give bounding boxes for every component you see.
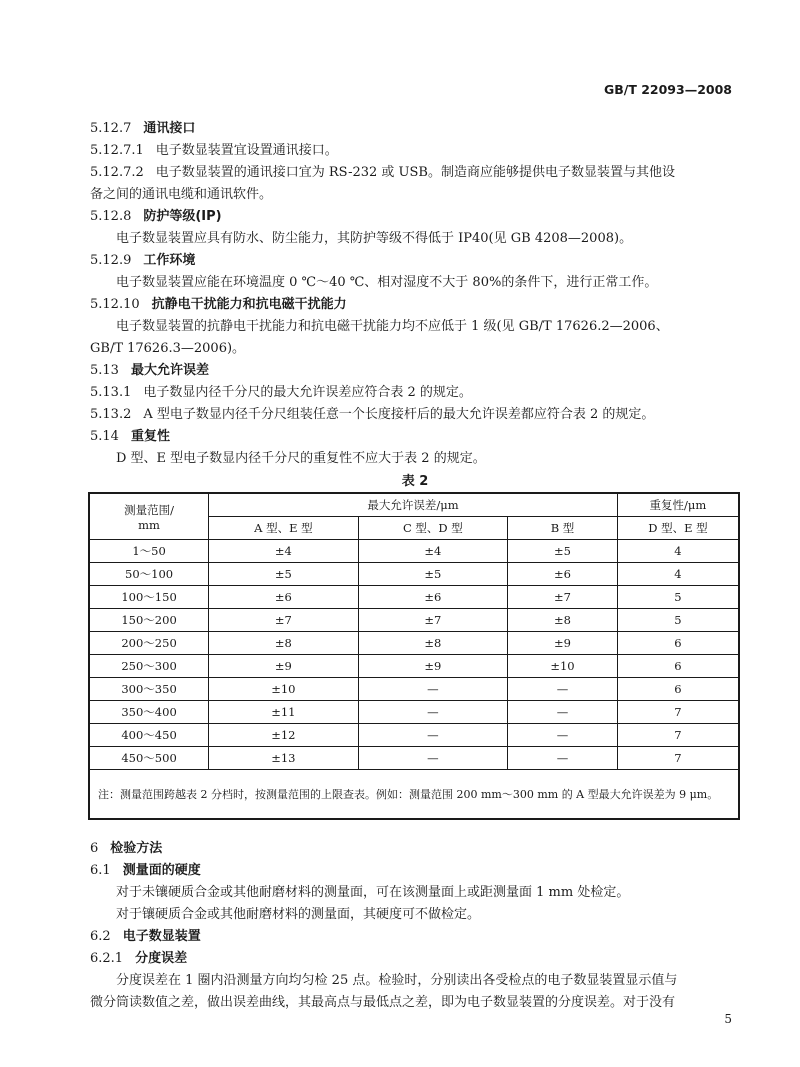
clause-text: 备之间的通讯电缆和通讯软件。 [90, 187, 273, 202]
cell-mpe-ae: ±6 [209, 586, 359, 609]
clause-text: 微分筒读数值之差，做出误差曲线，其最高点与最低点之差，即为电子数显装置的分度误差。对于没有 [90, 995, 676, 1010]
text-line [90, 970, 740, 992]
clause-number: 5.13.1 [90, 385, 132, 400]
clause-text: 电子数显内径千分尺的最大允许误差应符合表 2 的规定。 [143, 385, 472, 400]
text-line [90, 860, 740, 882]
text-line [90, 250, 740, 272]
cell-repeatability: 6 [617, 632, 739, 655]
cell-repeatability: 6 [617, 655, 739, 678]
table-row [89, 609, 739, 632]
cell-repeatability: 6 [617, 678, 739, 701]
clause-number: 5.12.7 [90, 121, 132, 136]
cell-mpe-ae: ±9 [209, 655, 359, 678]
clause-title: 分度误差 [135, 951, 188, 966]
clause-text: 电子数显装置的通讯接口宜为 RS-232 或 USB。制造商应能够提供电子数显装置与其他设 [155, 165, 675, 180]
table-caption: 表 2 [401, 474, 429, 489]
cell-range: 350～400 [89, 701, 209, 724]
standard-code: GB/T 22093—2008 [603, 82, 732, 97]
text-line [90, 140, 740, 162]
cell-mpe-ae: ±4 [209, 540, 359, 563]
table-row [89, 678, 739, 701]
table-note-row [89, 770, 739, 820]
section-5-12-7-to-5-14 [90, 118, 740, 470]
cell-range: 250～300 [89, 655, 209, 678]
clause-number: 5.12.10 [90, 297, 140, 312]
cell-mpe-ae: ±10 [209, 678, 359, 701]
text-line [90, 360, 740, 382]
text-line [90, 118, 740, 140]
cell-mpe-ae: ±7 [209, 609, 359, 632]
cell-mpe-cd: ±5 [358, 563, 508, 586]
cell-mpe-b: ±7 [508, 586, 618, 609]
clause-number: 5.13 [90, 363, 119, 378]
clause-title: 电子数显装置 [122, 929, 201, 944]
table-row [89, 540, 739, 563]
cell-mpe-cd: ±9 [358, 655, 508, 678]
cell-mpe-cd: ±4 [358, 540, 508, 563]
text-line [90, 838, 740, 860]
cell-mpe-b: — [508, 724, 618, 747]
clause-number: 5.12.7.1 [90, 143, 144, 158]
clause-title: 重复性 [130, 429, 170, 444]
cell-range: 50～100 [89, 563, 209, 586]
cell-range: 1～50 [89, 540, 209, 563]
clause-number: 5.12.8 [90, 209, 132, 224]
document-body [90, 118, 740, 1014]
clause-text: 对于镶硬质合金或其他耐磨材料的测量面，其硬度可不做检定。 [116, 907, 481, 922]
text-line [90, 338, 740, 360]
table-row [89, 563, 739, 586]
table-row [89, 632, 739, 655]
cell-range: 300～350 [89, 678, 209, 701]
clause-text: D 型、E 型电子数显内径千分尺的重复性不应大于表 2 的规定。 [116, 451, 486, 466]
text-line [90, 316, 740, 338]
text-line [90, 948, 740, 970]
text-line [90, 426, 740, 448]
text-line [90, 228, 740, 250]
clause-number: 6.1 [90, 863, 111, 878]
clause-text: 电子数显装置应具有防水、防尘能力，其防护等级不得低于 IP40(见 GB 4208—2008)。 [116, 231, 633, 246]
clause-number: 5.12.9 [90, 253, 132, 268]
cell-mpe-b: ±6 [508, 563, 618, 586]
table-row [89, 747, 739, 770]
cell-mpe-b: — [508, 701, 618, 724]
cell-range: 400～450 [89, 724, 209, 747]
cell-mpe-cd: ±6 [358, 586, 508, 609]
clause-number: 6 [90, 841, 99, 856]
clause-text: 电子数显装置应能在环境温度 0 ℃～40 ℃、相对湿度不大于 80%的条件下，进行正常工作。 [116, 275, 658, 290]
clause-number: 5.13.2 [90, 407, 132, 422]
clause-text: 电子数显装置宜设置通讯接口。 [155, 143, 338, 158]
clause-text: 对于未镶硬质合金或其他耐磨材料的测量面，可在该测量面上或距测量面 1 mm 处检定。 [116, 885, 630, 900]
clause-text: GB/T 17626.3—2006)。 [90, 341, 246, 356]
cell-mpe-ae: ±12 [209, 724, 359, 747]
subheader-de: D 型、E 型 [617, 517, 739, 540]
cell-range: 150～200 [89, 609, 209, 632]
cell-range: 200～250 [89, 632, 209, 655]
table-body [89, 540, 739, 770]
text-line [90, 992, 740, 1014]
clause-number: 6.2.1 [90, 951, 124, 966]
cell-repeatability: 4 [617, 540, 739, 563]
cell-mpe-b: ±8 [508, 609, 618, 632]
clause-title: 最大允许误差 [130, 363, 209, 378]
clause-title: 测量面的硬度 [122, 863, 201, 878]
cell-mpe-cd: ±8 [358, 632, 508, 655]
table-row [89, 701, 739, 724]
table-row [89, 655, 739, 678]
cell-mpe-cd: — [358, 747, 508, 770]
text-line [90, 904, 740, 926]
cell-range: 450～500 [89, 747, 209, 770]
cell-mpe-cd: — [358, 678, 508, 701]
header-range-label: 测量范围/ [124, 502, 174, 517]
clause-number: 6.2 [90, 929, 111, 944]
cell-mpe-ae: ±11 [209, 701, 359, 724]
cell-range: 100～150 [89, 586, 209, 609]
text-line [90, 926, 740, 948]
section-6 [90, 838, 740, 1014]
cell-repeatability: 7 [617, 701, 739, 724]
subheader-cd: C 型、D 型 [358, 517, 508, 540]
cell-repeatability: 7 [617, 747, 739, 770]
text-line [90, 448, 740, 470]
header-mpe: 最大允许误差/μm [209, 493, 618, 517]
cell-repeatability: 5 [617, 586, 739, 609]
text-line [90, 206, 740, 228]
clause-number: 5.12.7.2 [90, 165, 144, 180]
cell-mpe-cd: — [358, 724, 508, 747]
cell-mpe-b: — [508, 678, 618, 701]
text-line [90, 382, 740, 404]
cell-mpe-ae: ±5 [209, 563, 359, 586]
clause-title: 通讯接口 [143, 121, 196, 136]
text-line [90, 184, 740, 206]
header-range-unit: mm [138, 517, 160, 532]
subheader-b: B 型 [508, 517, 618, 540]
clause-text: 电子数显装置的抗静电干扰能力和抗电磁干扰能力均不应低于 1 级(见 GB/T 17626.2—2006、 [116, 319, 669, 334]
table-row [89, 724, 739, 747]
cell-mpe-b: ±5 [508, 540, 618, 563]
text-line [90, 272, 740, 294]
page-number: 5 [724, 1012, 732, 1026]
header-measuring-range [89, 493, 209, 540]
table-2 [88, 492, 740, 820]
clause-text: 分度误差在 1 圈内沿测量方向均匀检 25 点。检验时，分别读出各受检点的电子数显装置显示值与 [116, 973, 678, 988]
clause-title: 防护等级(IP) [143, 209, 222, 224]
cell-mpe-b: — [508, 747, 618, 770]
clause-title: 抗静电干扰能力和抗电磁干扰能力 [151, 297, 347, 312]
cell-repeatability: 4 [617, 563, 739, 586]
clause-title: 检验方法 [110, 841, 163, 856]
cell-mpe-cd: — [358, 701, 508, 724]
cell-mpe-ae: ±13 [209, 747, 359, 770]
subheader-ae: A 型、E 型 [209, 517, 359, 540]
clause-text: A 型电子数显内径千分尺组装任意一个长度接杆后的最大允许误差都应符合表 2 的规定。 [143, 407, 655, 422]
cell-mpe-cd: ±7 [358, 609, 508, 632]
table-header-row [89, 493, 739, 517]
cell-mpe-b: ±9 [508, 632, 618, 655]
text-line [90, 162, 740, 184]
header-repeatability: 重复性/μm [617, 493, 739, 517]
cell-mpe-ae: ±8 [209, 632, 359, 655]
cell-mpe-b: ±10 [508, 655, 618, 678]
clause-title: 工作环境 [143, 253, 196, 268]
text-line [90, 404, 740, 426]
table-note: 注：测量范围跨越表 2 分档时，按测量范围的上限查表。例如：测量范围 200 mm～300 mm 的 A 型最大允许误差为 9 μm。 [89, 770, 739, 820]
text-line [90, 294, 740, 316]
table-row [89, 586, 739, 609]
clause-number: 5.14 [90, 429, 119, 444]
cell-repeatability: 7 [617, 724, 739, 747]
text-line [90, 882, 740, 904]
cell-repeatability: 5 [617, 609, 739, 632]
